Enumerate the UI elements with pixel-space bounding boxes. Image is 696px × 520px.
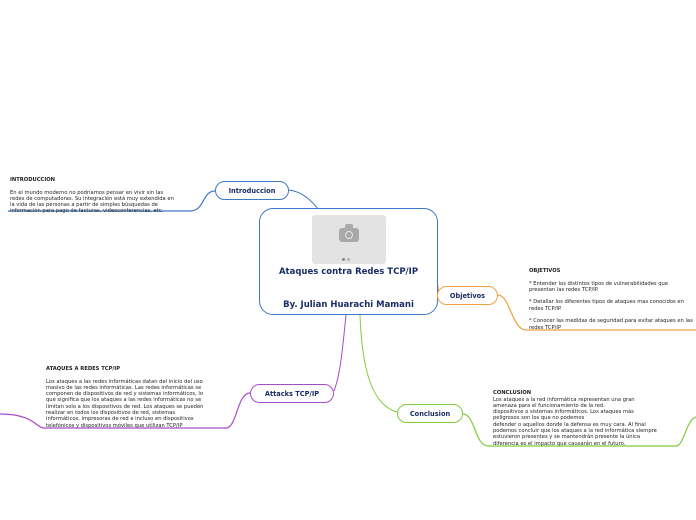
note-introduccion-title: INTRODUCCION bbox=[10, 177, 56, 184]
note-conclusion[interactable] bbox=[493, 384, 667, 447]
central-topic-title: Ataques contra Redes TCP/IP bbox=[278, 267, 419, 277]
image-carousel-dots bbox=[342, 246, 356, 250]
note-conclusion-title: CONCLUSION bbox=[493, 390, 532, 397]
topic-objetivos[interactable]: Objetivos bbox=[437, 286, 498, 305]
central-image-placeholder bbox=[312, 215, 386, 264]
topic-conclusion[interactable]: Conclusion bbox=[397, 404, 463, 423]
note-objetivos[interactable] bbox=[529, 262, 695, 331]
camera-icon bbox=[339, 228, 359, 242]
note-attacks-title: ATAQUES A REDES TCP/IP bbox=[46, 366, 120, 373]
topic-introduccion[interactable]: Introduccion bbox=[215, 181, 289, 200]
note-introduccion[interactable] bbox=[10, 171, 192, 215]
connector-center-intro bbox=[289, 190, 318, 209]
note-attacks-tcpip[interactable] bbox=[46, 360, 218, 429]
central-topic-subtitle: By. Julian Huarachi Mamani bbox=[283, 300, 414, 310]
central-topic[interactable] bbox=[259, 208, 438, 315]
connector-center-attacks bbox=[334, 315, 346, 391]
note-introduccion-body: En el mundo moderno no podríamos pensar en vivir sin las redes de computadoras. Su integración está muy extendida en la vida de las personas a partir de simples búsquedas de información para pago de facturas, videoconferencias, etc. bbox=[10, 189, 174, 215]
connector-center-conclusion bbox=[360, 315, 397, 412]
note-objetivos-body: * Entender los distintos tipos de vulnerabilidades que presentan las redes TCP/IP. * Detallar los diferentes tipos de ataques mas conocidos en redes TCP/IP. * Conocer las medidas de seguridad para evitar ataques en las redes TCP/IP bbox=[529, 280, 693, 331]
note-objetivos-title: OBJETIVOS bbox=[529, 268, 561, 275]
note-conclusion-body: Los ataques a la red informática representan una gran amenaza para el funcionamiento de la red. dispositivos o sistemas informáticos. Los ataques más peligrosos son los que no podemos defender o aquellos donde la defensa es muy cara. Al final podemos concluir que los ataques a la red informática siempre estuvieron presentes y se mantendrán presente la única diferencia es el impacto que causarán en el futuro. bbox=[493, 396, 657, 447]
note-attacks-body: Los ataques a las redes informáticas datan del inicio del uso masivo de las redes informáticas. Las redes informáticas se componen de dispositivos de red y sistemas informáticos, lo que significa que los ataques a las redes informáticas no se limitan solo a los dispositivos de red. Los ataques se pueden realizar en todos los dispositivos de red, sistemas informáticos, impresoras de red e incluso en dispositivos telefónicos y dispositivos móviles que utilizan TCP/IP bbox=[46, 378, 204, 429]
topic-attacks-tcpip[interactable]: Attacks TCP/IP bbox=[250, 384, 334, 403]
